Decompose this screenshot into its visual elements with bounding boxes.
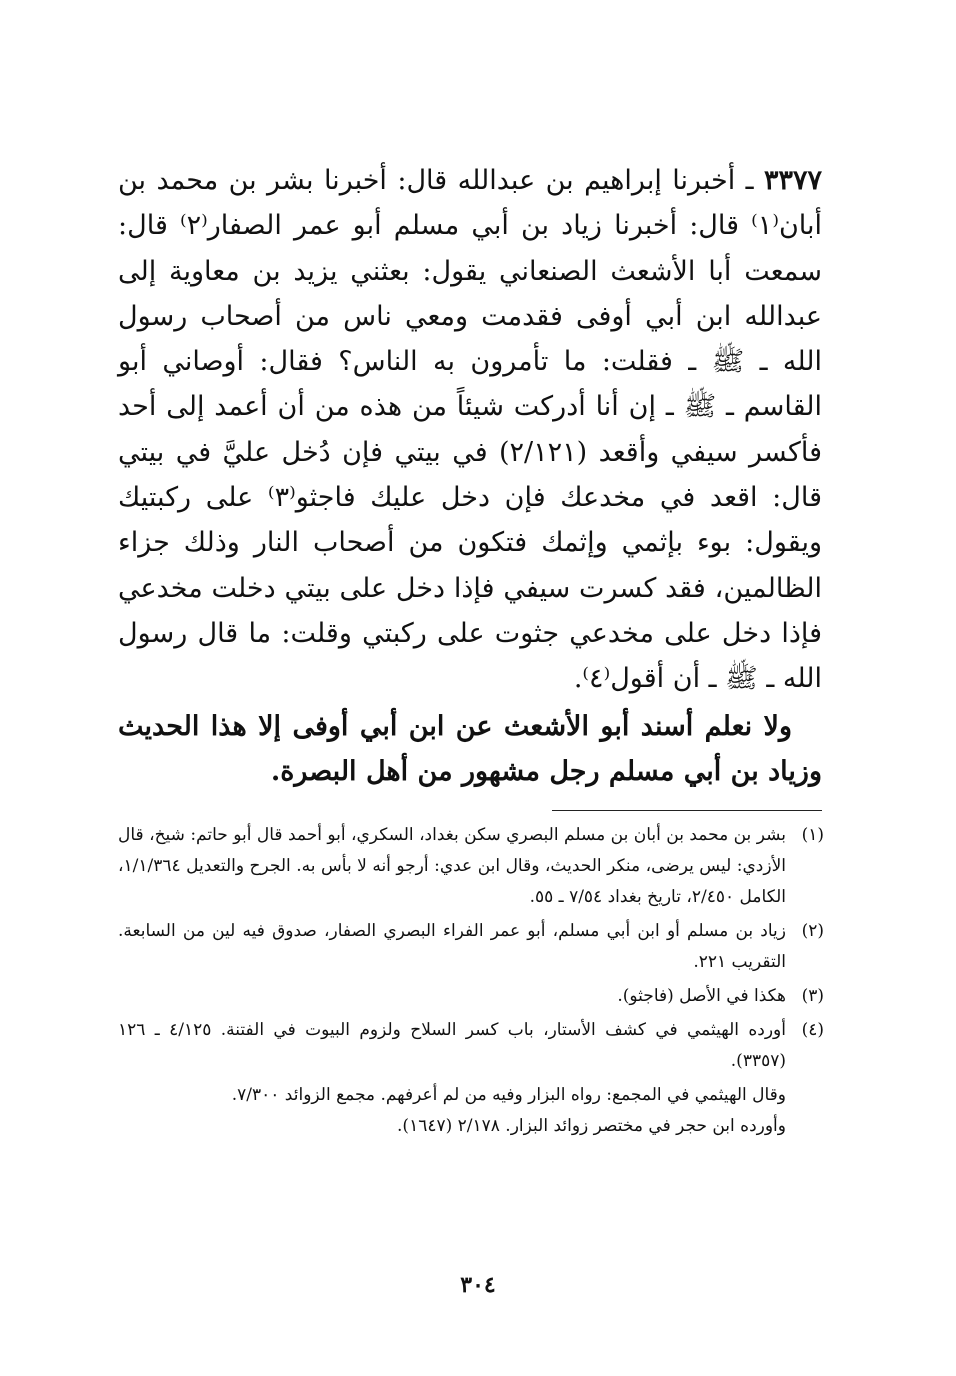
hadith-number: ٣٣٧٧	[763, 165, 822, 196]
footnote-text: أورده الهيثمي في كشف الأستار، باب كسر السلاح ولزوم البيوت في الفتنة. ٤/١٢٥ ـ ١٢٦ (٣٣٥٧).	[118, 1020, 786, 1071]
hadith-paragraph	[118, 158, 822, 702]
footnote-number: (٣)	[801, 986, 824, 1006]
footnote-separator	[552, 810, 822, 811]
footnotes	[118, 820, 824, 1142]
hadith-text: ـ أخبرنا إبراهيم بن عبدالله قال: أخبرنا بشر بن محمد بن أبان⁽١⁾ قال: أخبرنا زياد بن أبي مسلم أبو عمر الصفار⁽٢⁾ قال: سمعت أبا الأشعث الصنعاني يقول: بعثني يزيد بن معاوية إلى عبدالله ابن أبي أوفى فقدمت ومعي ناس من أصحاب رسول الله ـ ﷺ ـ فقلت: ما تأمرون به الناس؟ فقال: أوصاني أبو القاسم ـ ﷺ ـ إن أنا أدركت شيئاً من هذه من أن أعمد إلى أحد فأكسر سيفي وأقعد (٢/١٢١) في بيتي فإن دُخل عليَّ في بيتي قال: اقعد في مخدعك فإن دخل عليك فاجثو⁽٣⁾ على ركبتيك ويقول: بوء بإثمي وإثمك فتكون من أصحاب النار وذلك جزاء الظالمين، فقد كسرت سيفي فإذا دخل على بيتي دخلت مخدعي فإذا دخل على مخدعي جثوت على ركبتي وقلت: ما قال رسول الله ـ ﷺ ـ أن أقول⁽٤⁾.	[118, 165, 823, 695]
footnote-4-extra: وقال الهيثمي في المجمع: رواه البزار وفيه من لم أعرفهم. مجمع الزوائد ٧/٣٠٠.	[231, 1085, 786, 1105]
footnote-number: (١)	[801, 825, 824, 845]
page-number: ٣٠٤	[460, 1272, 496, 1298]
footnote-text: زياد بن مسلم أو ابن أبي مسلم، أبو عمر الفراء البصري الصفار، صدوق فيه لين من السابعة. التقريب ٢٢١.	[118, 921, 786, 972]
footnote-text: بشر بن محمد بن أبان بن مسلم البصري سكن بغداد، السكري، أبو أحمد قال أبو حاتم: شيخ، قال الأزدي: ليس يرضى، منكر الحديث، وقال ابن عدي: أرجو أنه لا بأس به. الجرح والتعديل ١/١/٣٦٤، الكامل ٢/٤٥٠، تاريخ بغداد ٧/٥٤ ـ ٥٥.	[118, 825, 786, 907]
footnote-text: هكذا في الأصل (فاجثو).	[617, 986, 786, 1006]
footnote-2	[118, 916, 824, 978]
footnote-4	[118, 1015, 824, 1077]
footnote-number: (٤)	[801, 1020, 824, 1040]
main-text	[118, 158, 822, 794]
closing-remark: ولا نعلم أسند أبو الأشعث عن ابن أبي أوفى إلا هذا الحديث وزياد بن أبي مسلم رجل مشهور من أهل البصرة.	[118, 710, 822, 787]
footnote-1	[118, 820, 824, 913]
footnote-3	[118, 981, 824, 1012]
footnote-number: (٢)	[801, 921, 824, 941]
footnote-4-extra: وأورده ابن حجر في مختصر زوائد البزار. ٢/١٧٨ (١٦٤٧).	[397, 1116, 786, 1136]
